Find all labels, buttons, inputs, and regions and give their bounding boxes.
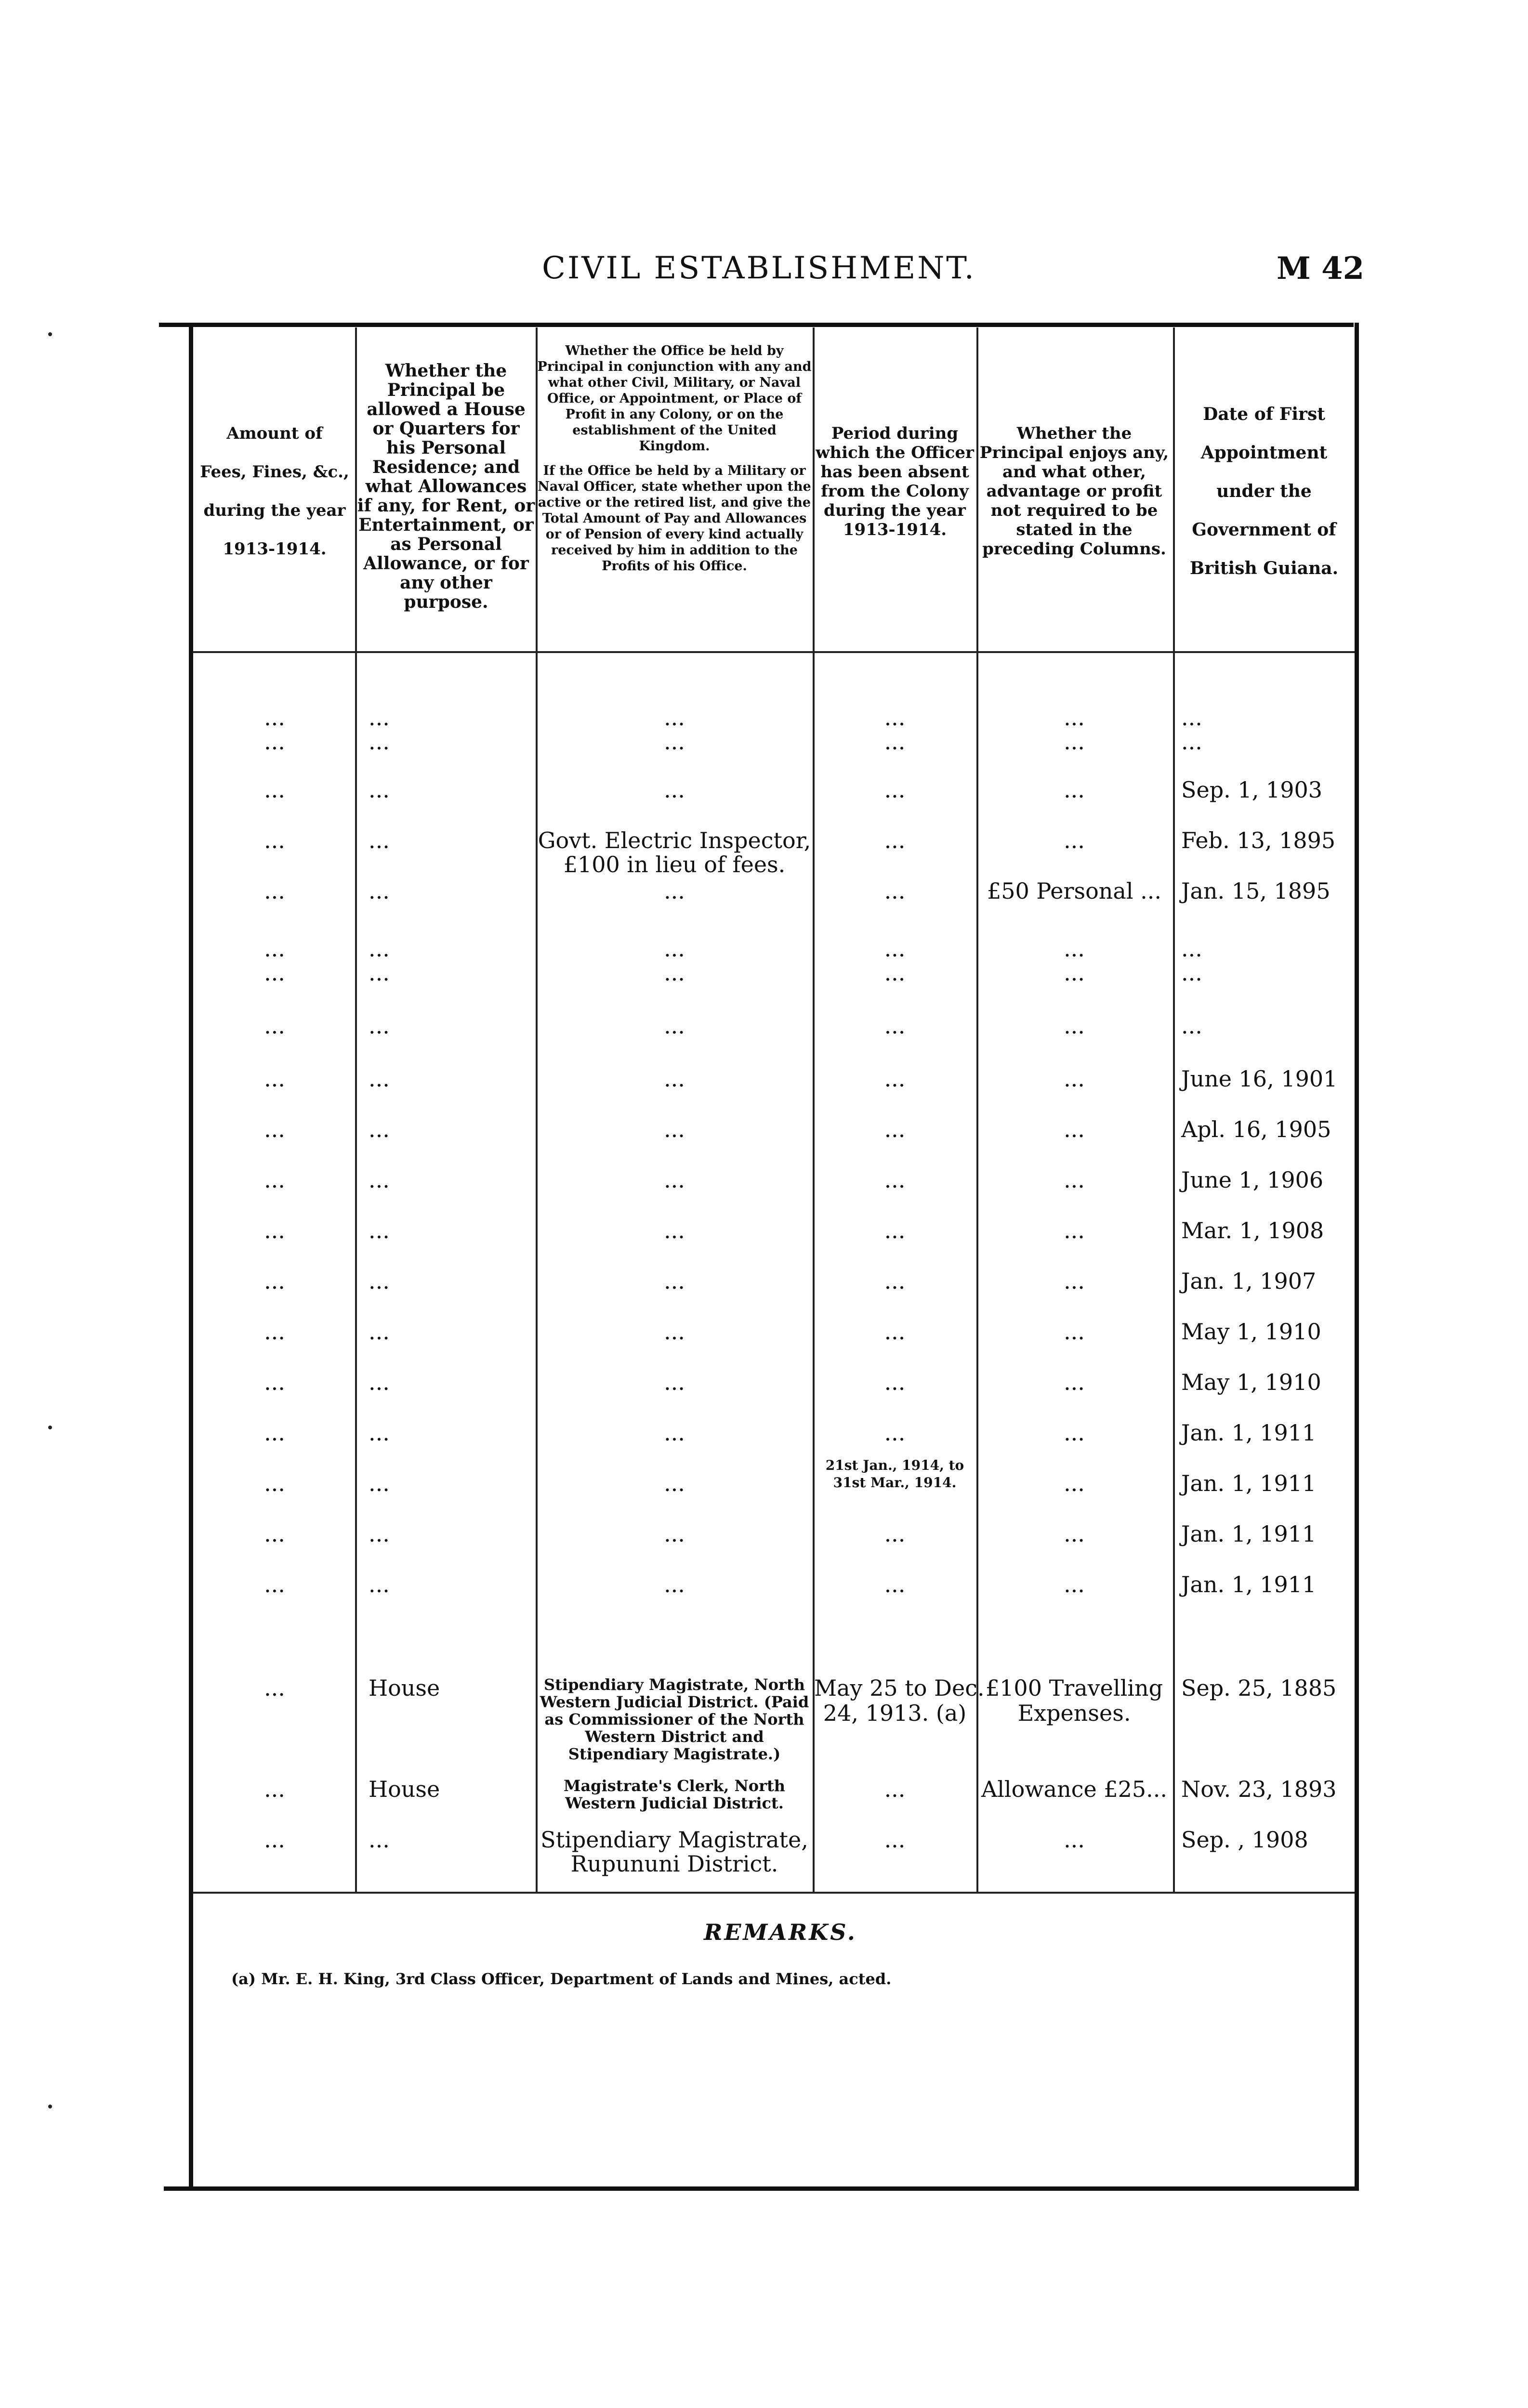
table-cell: ... bbox=[369, 1167, 390, 1193]
table-cell: ... bbox=[884, 1776, 906, 1802]
table-cell: ... bbox=[1181, 705, 1202, 731]
header-other-office: Whether the Office be held by Principal in conjunction with any and what other Civil, Military, or Naval Office, or Appointment, or Place of Profit in any Colony, or on the establishment of the United Kingdom. If the Office be held by a Military or Naval Officer, state whether upon the active or the retired list, and give the Total Amount of Pay and Allowances or of Pension of every kind actually received by him in addition to the Profits of his Office. bbox=[537, 343, 812, 574]
table-cell: ... bbox=[264, 1167, 285, 1193]
table-cell: ... bbox=[264, 777, 285, 803]
table-cell: ... bbox=[664, 1571, 685, 1597]
table-cell: ... bbox=[664, 1319, 685, 1345]
table-cell: ... bbox=[264, 1470, 285, 1496]
table-cell: Stipendiary Magistrate, North Western Judicial District. (Paid as Commissioner of the North Western District and Stipendiary Magistrate.) bbox=[540, 1675, 809, 1763]
table-cell: ... bbox=[369, 729, 390, 755]
remarks-title: REMARKS. bbox=[704, 1919, 857, 1945]
table-cell: ... bbox=[884, 827, 906, 853]
table-cell: ... bbox=[264, 1675, 285, 1701]
table-cell: ... bbox=[264, 1116, 285, 1142]
table-cell: ... bbox=[264, 878, 285, 904]
table-cell: ... bbox=[884, 1319, 906, 1345]
table-cell: ... bbox=[369, 1268, 390, 1294]
table-cell: ... bbox=[884, 1268, 906, 1294]
table-cell: ... bbox=[369, 1116, 390, 1142]
table-cell: ... bbox=[884, 1217, 906, 1243]
table-cell: ... bbox=[664, 1116, 685, 1142]
table-cell: Magistrate's Clerk, North Western Judicial District. bbox=[564, 1777, 785, 1812]
page-number: M 42 bbox=[1277, 250, 1365, 287]
table-cell: ... bbox=[1181, 729, 1202, 755]
table-cell: ... bbox=[369, 1066, 390, 1092]
table-cell: ... bbox=[264, 1369, 285, 1395]
table-cell: ... bbox=[1064, 705, 1085, 731]
table-cell: ... bbox=[264, 1420, 285, 1446]
table-cell: ... bbox=[664, 1521, 685, 1547]
table-cell: ... bbox=[1181, 1013, 1202, 1039]
table-cell: ... bbox=[664, 705, 685, 731]
table-cell: ... bbox=[664, 960, 685, 986]
table-cell: ... bbox=[1064, 1369, 1085, 1395]
table-cell: ... bbox=[884, 1116, 906, 1142]
header-house: Whether the Principal be allowed a House or Quarters for his Personal Residence; and what Allowances if any, for Rent, or Entertainment, or as Personal Allowance, or for any other purpose. bbox=[357, 361, 535, 612]
table-cell: ... bbox=[884, 1167, 906, 1193]
table-cell: ... bbox=[1064, 960, 1085, 986]
header-advantage: Whether the Principal enjoys any, and what other, advantage or profit not required to be stated in the preceding Columns. bbox=[979, 424, 1169, 559]
column-divider bbox=[1173, 327, 1175, 1893]
header-separator bbox=[193, 651, 1355, 653]
table-cell: ... bbox=[1064, 1571, 1085, 1597]
table-cell: ... bbox=[884, 729, 906, 755]
table-cell: ... bbox=[664, 1013, 685, 1039]
table-cell: ... bbox=[264, 960, 285, 986]
table-cell: ... bbox=[1064, 1268, 1085, 1294]
table-cell: ... bbox=[264, 1013, 285, 1039]
table-cell: Jan. 1, 1911 bbox=[1181, 1420, 1317, 1446]
table-cell: ... bbox=[1064, 1167, 1085, 1193]
table-cell: ... bbox=[264, 1217, 285, 1243]
table-cell: ... bbox=[664, 1470, 685, 1496]
table-cell: ... bbox=[264, 1319, 285, 1345]
table-cell: ... bbox=[369, 878, 390, 904]
page-title: CIVIL ESTABLISHMENT. bbox=[542, 250, 976, 286]
table-cell: ... bbox=[1064, 1217, 1085, 1243]
table-cell: ... bbox=[369, 1521, 390, 1547]
table-cell: Govt. Electric Inspector, bbox=[538, 827, 811, 853]
table-cell: ... bbox=[1064, 1319, 1085, 1345]
table-cell: Allowance £25... bbox=[981, 1776, 1168, 1802]
table-cell: Jan. 1, 1911 bbox=[1181, 1470, 1317, 1496]
table-cell: ... bbox=[664, 1369, 685, 1395]
table-cell: ... bbox=[884, 1066, 906, 1092]
table-cell: June 1, 1906 bbox=[1181, 1167, 1324, 1193]
table-cell: ... bbox=[664, 878, 685, 904]
table-cell: 24, 1913. (a) bbox=[823, 1700, 967, 1726]
table-cell: Jan. 15, 1895 bbox=[1181, 878, 1330, 904]
table-cell: ... bbox=[884, 1013, 906, 1039]
table-cell: ... bbox=[664, 729, 685, 755]
table-cell: ... bbox=[664, 1420, 685, 1446]
table-cell: 21st Jan., 1914, to 31st Mar., 1914. bbox=[825, 1457, 964, 1491]
table-cell: ... bbox=[884, 936, 906, 962]
scan-speck bbox=[48, 332, 52, 336]
table-cell: ... bbox=[1181, 960, 1202, 986]
table-cell: Jan. 1, 1911 bbox=[1181, 1521, 1317, 1547]
table-cell: ... bbox=[369, 1827, 390, 1853]
table-cell: ... bbox=[264, 827, 285, 853]
table-cell: ... bbox=[264, 1521, 285, 1547]
table-cell: ... bbox=[264, 1776, 285, 1802]
table-cell: Stipendiary Magistrate, bbox=[540, 1827, 808, 1853]
table-cell: June 16, 1901 bbox=[1181, 1066, 1338, 1092]
table-cell: ... bbox=[264, 936, 285, 962]
table-cell: Sep. 1, 1903 bbox=[1181, 777, 1323, 803]
scan-speck bbox=[48, 2105, 52, 2108]
table-cell: House bbox=[369, 1776, 440, 1802]
table-cell: ... bbox=[664, 1268, 685, 1294]
table-cell: ... bbox=[884, 1521, 906, 1547]
table-cell: ... bbox=[884, 1369, 906, 1395]
table-cell: ... bbox=[1064, 729, 1085, 755]
table-cell: ... bbox=[884, 777, 906, 803]
table-bottom-border bbox=[164, 2186, 1358, 2191]
table-cell: Jan. 1, 1911 bbox=[1181, 1571, 1317, 1597]
header-date: Date of First Appointment under the Government of British Guiana. bbox=[1189, 404, 1339, 578]
table-cell: ... bbox=[264, 1827, 285, 1853]
table-cell: ... bbox=[1064, 1013, 1085, 1039]
table-cell: ... bbox=[664, 777, 685, 803]
table-cell: ... bbox=[369, 1013, 390, 1039]
table-cell: Jan. 1, 1907 bbox=[1181, 1268, 1317, 1294]
table-cell: ... bbox=[264, 705, 285, 731]
remarks-note: (a) Mr. E. H. King, 3rd Class Officer, Department of Lands and Mines, acted. bbox=[231, 1970, 892, 1988]
table-cell: ... bbox=[884, 960, 906, 986]
table-cell: £100 Travelling bbox=[985, 1675, 1163, 1701]
table-cell: ... bbox=[264, 1571, 285, 1597]
table-cell: ... bbox=[1064, 1470, 1085, 1496]
column-divider bbox=[813, 327, 815, 1893]
table-cell: ... bbox=[369, 827, 390, 853]
table-cell: ... bbox=[369, 1470, 390, 1496]
table-cell: £50 Personal ... bbox=[987, 878, 1162, 904]
table-cell: ... bbox=[1181, 936, 1202, 962]
table-cell: ... bbox=[369, 1420, 390, 1446]
table-cell: Sep. 25, 1885 bbox=[1181, 1675, 1337, 1701]
table-cell: Nov. 23, 1893 bbox=[1181, 1776, 1337, 1802]
table-cell: ... bbox=[884, 1571, 906, 1597]
table-cell: ... bbox=[1064, 827, 1085, 853]
table-cell: ... bbox=[1064, 1521, 1085, 1547]
table-cell: May 1, 1910 bbox=[1181, 1319, 1321, 1345]
table-cell: ... bbox=[884, 705, 906, 731]
table-cell: Mar. 1, 1908 bbox=[1181, 1217, 1324, 1243]
table-cell: ... bbox=[664, 1066, 685, 1092]
header-fees: Amount of Fees, Fines, &c., during the year 1913-1914. bbox=[200, 424, 349, 559]
table-cell: Expenses. bbox=[1017, 1700, 1131, 1726]
table-cell: House bbox=[369, 1675, 440, 1701]
table-cell: ... bbox=[369, 705, 390, 731]
table-cell: May 1, 1910 bbox=[1181, 1369, 1321, 1395]
table-cell: Feb. 13, 1895 bbox=[1181, 827, 1336, 853]
table-cell: ... bbox=[664, 1217, 685, 1243]
table-cell: £100 in lieu of fees. bbox=[563, 851, 786, 877]
table-cell: ... bbox=[369, 936, 390, 962]
header-absent: Period during which the Officer has been absent from the Colony during the year 1913-1914. bbox=[816, 424, 974, 539]
table-cell: ... bbox=[264, 1268, 285, 1294]
table-cell: ... bbox=[884, 1827, 906, 1853]
table-cell: ... bbox=[1064, 1827, 1085, 1853]
table-cell: ... bbox=[369, 1571, 390, 1597]
table-cell: ... bbox=[1064, 1066, 1085, 1092]
table-cell: ... bbox=[664, 936, 685, 962]
table-cell: ... bbox=[264, 1066, 285, 1092]
table-cell: ... bbox=[1064, 936, 1085, 962]
table-cell: ... bbox=[369, 1319, 390, 1345]
remarks-separator bbox=[193, 1892, 1355, 1894]
table-cell: Sep. , 1908 bbox=[1181, 1827, 1308, 1853]
table-cell: May 25 to Dec. bbox=[814, 1675, 985, 1701]
scan-speck bbox=[48, 1426, 52, 1429]
table-cell: ... bbox=[1064, 1116, 1085, 1142]
table-cell: ... bbox=[369, 960, 390, 986]
column-divider bbox=[976, 327, 978, 1893]
table-cell: ... bbox=[1064, 1420, 1085, 1446]
table-cell: ... bbox=[884, 1420, 906, 1446]
table-cell: Apl. 16, 1905 bbox=[1181, 1116, 1331, 1142]
table-cell: ... bbox=[264, 729, 285, 755]
table-cell: ... bbox=[884, 878, 906, 904]
table-cell: ... bbox=[369, 1217, 390, 1243]
table-cell: ... bbox=[369, 777, 390, 803]
table-cell: Rupununi District. bbox=[570, 1851, 778, 1877]
table-cell: ... bbox=[369, 1369, 390, 1395]
table-cell: ... bbox=[1064, 777, 1085, 803]
table-cell: ... bbox=[664, 1167, 685, 1193]
